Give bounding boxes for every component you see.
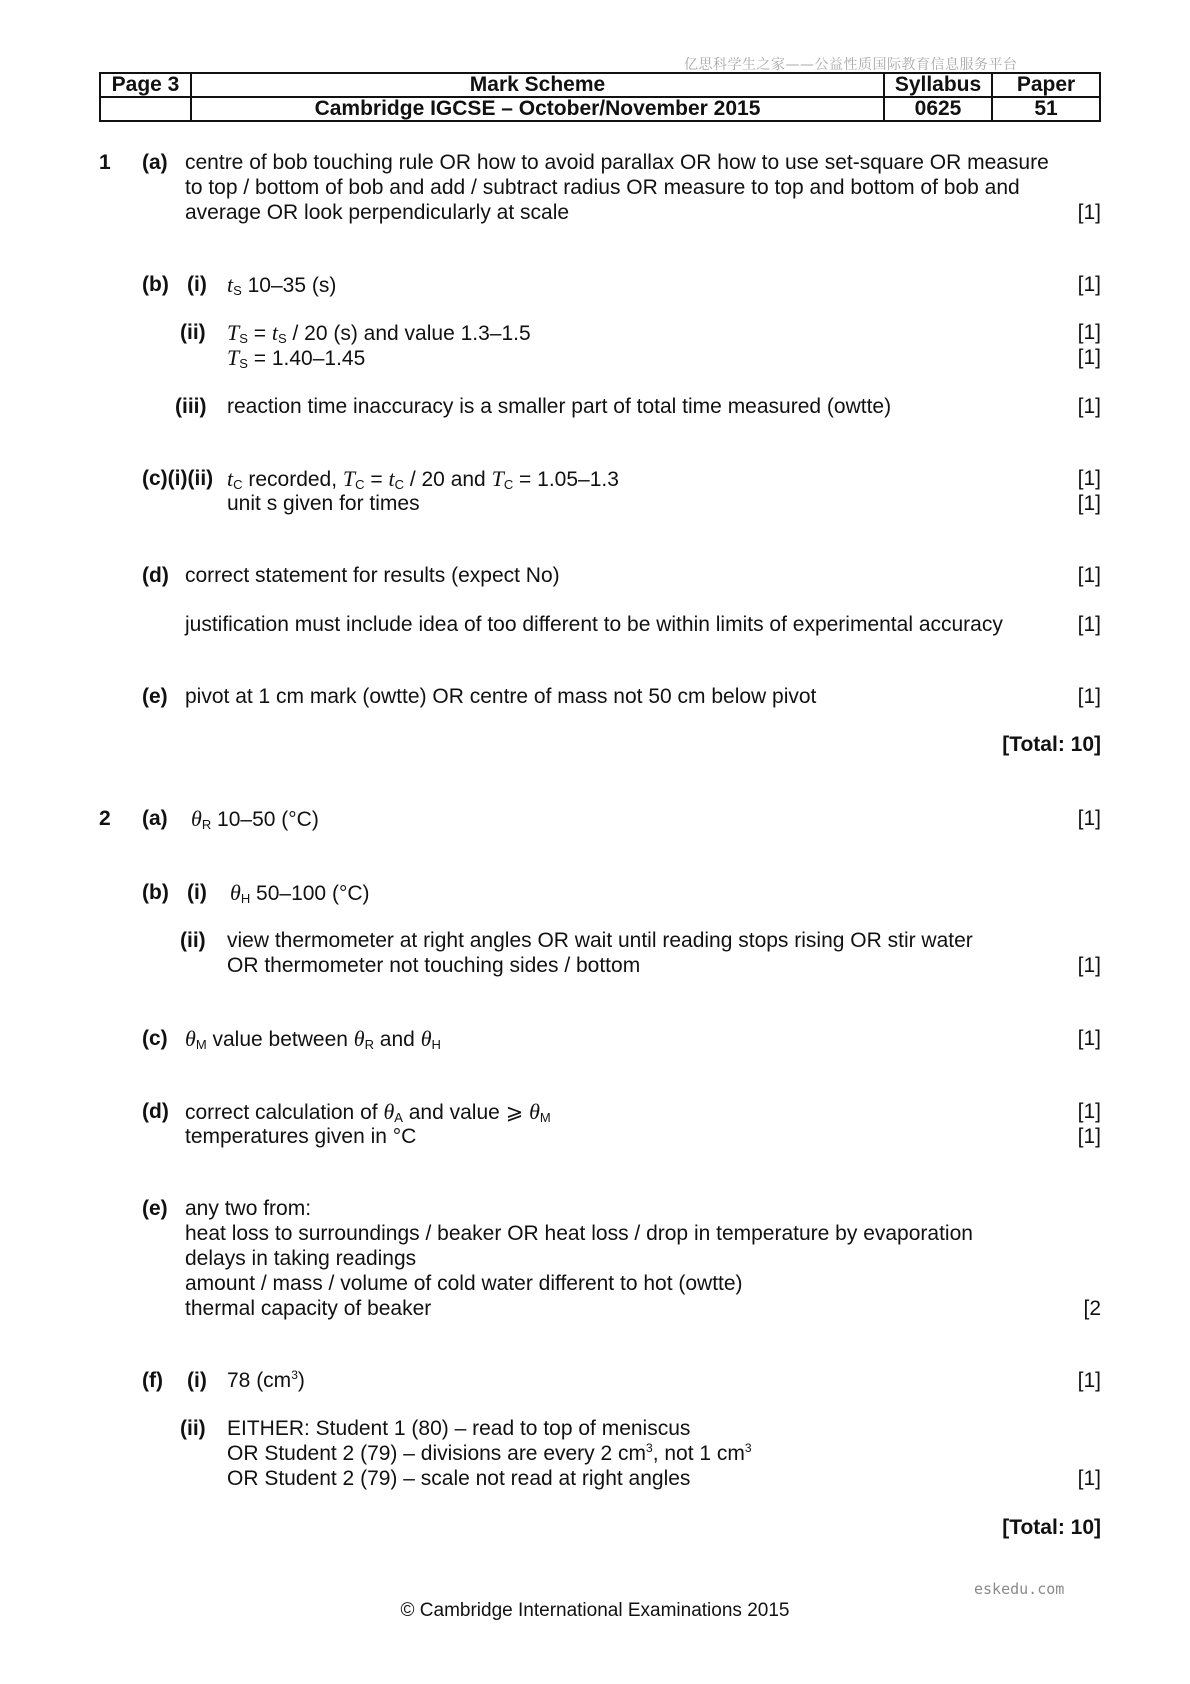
q2-e-label: (e) [142, 1197, 168, 1220]
q2-d-var2: θ [529, 1099, 540, 1124]
q1-b-label: (b) [142, 273, 169, 296]
q2-d-var1: θ [383, 1099, 395, 1124]
header-page: Page 3 [100, 73, 191, 97]
q1-c-var1: t [227, 466, 234, 491]
q2-bii-line1: view thermometer at right angles OR wait until reading stops rising OR stir water [227, 929, 973, 952]
q2-c-text [185, 1026, 441, 1052]
q2-a-mark: [1] [1077, 807, 1101, 830]
watermark-text: 亿思科学生之家——公益性质国际教育信息服务平台 [684, 57, 1018, 73]
q2-fi-text [227, 1368, 305, 1393]
q1-bi-mark: [1] [1077, 273, 1101, 296]
q2-d-line1 [185, 1099, 551, 1125]
q1-bii-label: (ii) [180, 321, 206, 344]
q1-bii-sub1: S [239, 331, 248, 346]
q1-a-label: (a) [142, 151, 168, 174]
q1-c-t3: / 20 and [404, 468, 492, 491]
q1-c-mark2: [1] [1077, 492, 1101, 515]
q1-c-t2: = [364, 468, 389, 491]
q1-c-label: (c)(i)(ii) [142, 467, 214, 490]
q1-d-mark1: [1] [1077, 564, 1101, 587]
q2-c-var3: θ [420, 1026, 432, 1051]
q1-c-sub4: C [503, 477, 514, 492]
q2-c-sub2: R [364, 1037, 374, 1052]
q1-c-var2: T [342, 466, 356, 491]
q1-bii-sub2: S [277, 331, 287, 346]
q1-number: 1 [99, 151, 111, 174]
q1-c-t4: = 1.05–1.3 [513, 468, 619, 491]
q1-bii-var1: T [227, 320, 240, 345]
q1-bi-text [227, 272, 336, 298]
q1-a-line1: centre of bob touching rule OR how to avoid parallax OR how to use set-square OR measure [185, 151, 1049, 174]
q2-c-sub3: H [431, 1037, 441, 1052]
header-blank-cell [100, 97, 191, 121]
q2-fi-sup: 3 [291, 1368, 298, 1382]
q1-bi-var: t [227, 272, 234, 297]
q1-c-sub1: C [233, 477, 243, 492]
header-title: Mark Scheme [191, 73, 884, 97]
q2-c-t2: and [373, 1028, 421, 1051]
q2-fii-line2 [227, 1441, 752, 1466]
footer-copyright: © Cambridge International Examinations 2015 [400, 1600, 790, 1621]
q2-c-var2: θ [353, 1026, 365, 1051]
q1-d-label: (d) [142, 564, 169, 587]
q1-d-mark2: [1] [1077, 613, 1101, 636]
q1-c-mark1: [1] [1077, 467, 1101, 490]
q1-bii-mark1: [1] [1077, 321, 1101, 344]
q2-c-t1: value between [206, 1028, 354, 1051]
q2-d-line2: temperatures given in °C [185, 1125, 417, 1148]
q1-a-line3: average OR look perpendicularly at scale [185, 201, 570, 224]
q2-e-line5: thermal capacity of beaker [185, 1297, 432, 1320]
q2-fi-label: (i) [187, 1369, 207, 1392]
q2-e-line2: heat loss to surroundings / beaker OR heat loss / drop in temperature by evaporation [185, 1222, 973, 1245]
q2-fii-line1: EITHER: Student 1 (80) – read to top of meniscus [227, 1417, 691, 1440]
q2-bii-label: (ii) [180, 929, 206, 952]
q2-a-value: 10–50 (°C) [211, 808, 319, 831]
q2-c-label: (c) [142, 1027, 168, 1050]
q1-e-label: (e) [142, 685, 168, 708]
q2-bi-label: (i) [187, 881, 207, 904]
header-syllabus-label: Syllabus [884, 73, 992, 97]
q2-a-text [191, 806, 319, 832]
q1-c-t1: recorded, [242, 468, 343, 491]
q2-fii-sup2: 3 [744, 1441, 752, 1455]
q2-bi-text [230, 880, 370, 906]
q1-bii-var3: T [227, 345, 240, 370]
header-subtitle: Cambridge IGCSE – October/November 2015 [191, 97, 884, 121]
header-syllabus-value: 0625 [884, 97, 992, 121]
q1-d-line1: correct statement for results (expect No) [185, 564, 560, 587]
q2-e-mark: [2 [1083, 1297, 1101, 1320]
q2-d-mark1: [1] [1077, 1100, 1101, 1123]
q2-fii-sup1: 3 [646, 1441, 653, 1455]
q2-a-var: θ [191, 806, 202, 831]
q2-fii-line2a: OR Student 2 (79) – divisions are every 2 cm [227, 1442, 647, 1465]
q1-biii-mark: [1] [1077, 395, 1101, 418]
q1-c-sub3: C [394, 477, 404, 492]
q2-bi-value: 50–100 (°C) [250, 882, 370, 905]
q1-bi-label: (i) [187, 273, 207, 296]
header-paper-label: Paper [992, 73, 1100, 97]
q2-number: 2 [99, 807, 111, 830]
q2-total: [Total: 10] [1002, 1516, 1101, 1539]
q2-fi-close: ) [297, 1369, 305, 1392]
q1-total: [Total: 10] [1002, 733, 1101, 756]
q1-bii-line1 [227, 320, 531, 346]
q2-fi-value: 78 (cm [227, 1369, 292, 1392]
q2-d-sub2: M [539, 1110, 551, 1125]
q2-e-line1: any two from: [185, 1197, 312, 1220]
q2-c-var1: θ [185, 1026, 196, 1051]
q1-c-var3: t [388, 466, 395, 491]
q1-e-text: pivot at 1 cm mark (owtte) OR centre of mass not 50 cm below pivot [185, 685, 817, 708]
q2-bi-sub: H [240, 891, 251, 906]
q2-b-label: (b) [142, 881, 169, 904]
q1-bii-line2 [227, 345, 365, 371]
q2-d-mark2: [1] [1077, 1125, 1101, 1148]
q1-bi-value: 10–35 (s) [241, 274, 337, 297]
q1-d-line2: justification must include idea of too different to be within limits of experimental accuracy [185, 613, 1003, 636]
q1-e-mark: [1] [1077, 685, 1101, 708]
q2-fii-label: (ii) [180, 1417, 206, 1440]
q2-fi-mark: [1] [1077, 1369, 1101, 1392]
q1-bii-var2: t [271, 320, 278, 345]
q2-c-sub1: M [195, 1037, 207, 1052]
q2-d-t1: correct calculation of [185, 1101, 384, 1124]
q1-c-line2: unit s given for times [227, 492, 420, 515]
q1-c-line1 [227, 466, 619, 492]
header-paper-value: 51 [992, 97, 1100, 121]
q1-biii-label: (iii) [175, 395, 207, 418]
header-table [99, 72, 1101, 122]
q2-c-mark: [1] [1077, 1027, 1101, 1050]
q2-bii-mark: [1] [1077, 954, 1101, 977]
q2-fii-line3: OR Student 2 (79) – scale not read at right angles [227, 1467, 691, 1490]
q1-bii-mark2: [1] [1077, 346, 1101, 369]
q2-a-label: (a) [142, 807, 168, 830]
q1-bii-sub3: S [239, 356, 248, 371]
q2-fii-mark: [1] [1077, 1467, 1101, 1490]
q1-c-var4: T [491, 466, 504, 491]
q2-d-t2: and value ⩾ [402, 1101, 530, 1124]
q1-a-mark: [1] [1077, 201, 1101, 224]
q2-d-label: (d) [142, 1100, 169, 1123]
q1-bii-text2: = 1.40–1.45 [247, 347, 366, 370]
q1-c-sub2: C [355, 477, 365, 492]
q2-e-line4: amount / mass / volume of cold water different to hot (owtte) [185, 1272, 743, 1295]
q2-bii-line2: OR thermometer not touching sides / bottom [227, 954, 641, 977]
q2-f-label: (f) [142, 1369, 163, 1392]
q2-e-line3: delays in taking readings [185, 1247, 417, 1270]
q2-d-sub1: A [394, 1110, 403, 1125]
q2-fii-line2b: , not 1 cm [652, 1442, 745, 1465]
q2-bi-var: θ [230, 880, 241, 905]
q1-a-line2: to top / bottom of bob and add / subtract radius OR measure to top and bottom of bob and [185, 176, 1020, 199]
q1-bii-eq: = [247, 322, 272, 345]
q1-bi-sub: S [233, 283, 242, 298]
q2-a-sub: R [201, 817, 212, 832]
q1-biii-text: reaction time inaccuracy is a smaller part of total time measured (owtte) [227, 395, 892, 418]
site-watermark: eskedu.com [974, 1580, 1065, 1598]
q1-bii-text1: / 20 (s) and value 1.3–1.5 [286, 322, 531, 345]
